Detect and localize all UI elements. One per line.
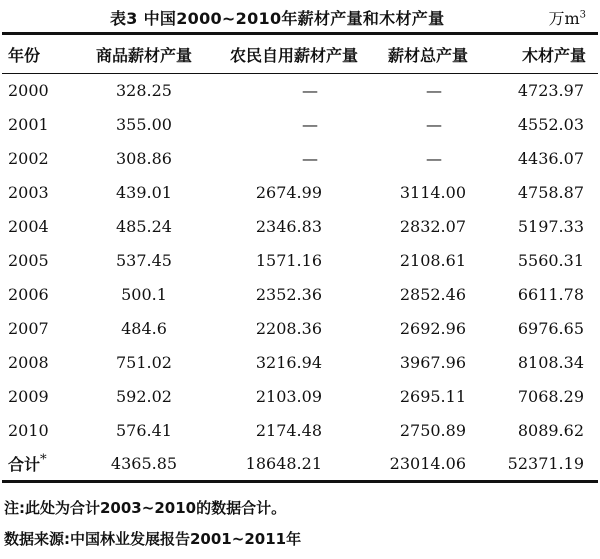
table-row bbox=[2, 380, 598, 414]
cell-year: 2004 bbox=[8, 217, 49, 236]
total-cell-commercial-fuelwood: 4365.85 bbox=[74, 448, 214, 482]
table-row bbox=[2, 346, 598, 380]
cell-farmer-fuelwood: 2174.48 bbox=[255, 421, 322, 440]
header-year: 年份 bbox=[2, 34, 74, 74]
cell-total-fuelwood: 2832.07 bbox=[399, 217, 466, 236]
cell-farmer-fuelwood: 2208.36 bbox=[255, 319, 322, 338]
header-row bbox=[2, 34, 598, 74]
cell-commercial-fuelwood: 576.41 bbox=[116, 421, 172, 440]
table-row bbox=[2, 210, 598, 244]
header-total-fuelwood: 薪材总产量 bbox=[374, 34, 482, 74]
cell-total-fuelwood: 3967.96 bbox=[399, 353, 466, 372]
table-row bbox=[2, 74, 598, 108]
cell-farmer-fuelwood: 1571.16 bbox=[255, 251, 322, 270]
cell-timber: 4758.87 bbox=[517, 183, 584, 202]
cell-total-fuelwood: 2852.46 bbox=[399, 285, 466, 304]
table-title: 表3 中国2000~2010年薪材产量和木材产量 bbox=[110, 9, 445, 28]
cell-total-fuelwood: 2108.61 bbox=[399, 251, 466, 270]
total-cell-total-fuelwood: 23014.06 bbox=[374, 448, 482, 482]
cell-year: 2008 bbox=[8, 353, 49, 372]
cell-commercial-fuelwood: 485.24 bbox=[116, 217, 172, 236]
table-caption bbox=[0, 4, 600, 30]
cell-year: 2007 bbox=[8, 319, 49, 338]
cell-year: 2009 bbox=[8, 387, 49, 406]
cell-timber: 8108.34 bbox=[517, 353, 584, 372]
cell-year: 2006 bbox=[8, 285, 49, 304]
table-row bbox=[2, 244, 598, 278]
cell-timber: 4436.07 bbox=[517, 149, 584, 168]
cell-timber: 5197.33 bbox=[517, 217, 584, 236]
cell-commercial-fuelwood: 484.6 bbox=[121, 319, 167, 338]
cell-year: 2001 bbox=[8, 115, 49, 134]
cell-commercial-fuelwood: 537.45 bbox=[116, 251, 172, 270]
header-commercial-fuelwood: 商品薪材产量 bbox=[74, 34, 214, 74]
total-label: 合计 bbox=[8, 455, 41, 475]
cell-timber: 5560.31 bbox=[517, 251, 584, 270]
cell-total-fuelwood: 2695.11 bbox=[399, 387, 466, 406]
cell-commercial-fuelwood: 308.86 bbox=[116, 149, 172, 168]
unit-superscript: 3 bbox=[579, 9, 586, 21]
cell-year: 2000 bbox=[8, 81, 49, 101]
total-marker: * bbox=[40, 452, 47, 468]
cell-total-fuelwood: — bbox=[426, 149, 442, 168]
table-row bbox=[2, 142, 598, 176]
table-row bbox=[2, 414, 598, 448]
cell-timber: 4552.03 bbox=[517, 115, 584, 134]
cell-timber: 7068.29 bbox=[517, 387, 584, 406]
unit-label bbox=[548, 6, 586, 29]
cell-total-fuelwood: 2692.96 bbox=[399, 319, 466, 338]
cell-year: 2002 bbox=[8, 149, 49, 168]
cell-total-fuelwood: — bbox=[426, 81, 442, 101]
cell-timber: 6976.65 bbox=[517, 319, 584, 338]
unit-text: 万m bbox=[548, 9, 580, 28]
cell-commercial-fuelwood: 751.02 bbox=[116, 353, 172, 372]
cell-farmer-fuelwood: — bbox=[302, 115, 318, 134]
cell-commercial-fuelwood: 592.02 bbox=[116, 387, 172, 406]
cell-total-fuelwood: — bbox=[426, 115, 442, 134]
cell-commercial-fuelwood: 355.00 bbox=[116, 115, 172, 134]
total-cell-timber: 52371.19 bbox=[482, 448, 598, 482]
total-row bbox=[2, 448, 598, 482]
cell-farmer-fuelwood: 2346.83 bbox=[255, 217, 322, 236]
cell-total-label bbox=[2, 448, 74, 482]
cell-year: 2005 bbox=[8, 251, 49, 270]
cell-farmer-fuelwood: — bbox=[302, 149, 318, 168]
cell-farmer-fuelwood: 2352.36 bbox=[255, 285, 322, 304]
table-row bbox=[2, 176, 598, 210]
cell-timber: 4723.97 bbox=[517, 81, 584, 101]
table-row bbox=[2, 278, 598, 312]
cell-farmer-fuelwood: 2103.09 bbox=[255, 387, 322, 406]
cell-farmer-fuelwood: — bbox=[302, 81, 318, 101]
cell-commercial-fuelwood: 500.1 bbox=[121, 285, 167, 304]
cell-timber: 6611.78 bbox=[517, 285, 584, 304]
cell-total-fuelwood: 3114.00 bbox=[399, 183, 466, 202]
cell-total-fuelwood: 2750.89 bbox=[399, 421, 466, 440]
data-table bbox=[2, 32, 598, 483]
cell-year: 2003 bbox=[8, 183, 49, 202]
cell-commercial-fuelwood: 328.25 bbox=[116, 81, 172, 101]
cell-farmer-fuelwood: 2674.99 bbox=[255, 183, 322, 202]
table-row bbox=[2, 108, 598, 142]
total-cell-farmer-fuelwood: 18648.21 bbox=[214, 448, 374, 482]
header-timber: 木材产量 bbox=[482, 34, 598, 74]
footnote: 注:此处为合计2003~2010的数据合计。 bbox=[4, 499, 287, 517]
data-source: 数据来源:中国林业发展报告2001~2011年 bbox=[4, 530, 302, 548]
cell-farmer-fuelwood: 3216.94 bbox=[255, 353, 322, 372]
cell-timber: 8089.62 bbox=[517, 421, 584, 440]
cell-year: 2010 bbox=[8, 421, 49, 440]
header-farmer-fuelwood: 农民自用薪材产量 bbox=[214, 34, 374, 74]
table-row bbox=[2, 312, 598, 346]
cell-commercial-fuelwood: 439.01 bbox=[116, 183, 172, 202]
